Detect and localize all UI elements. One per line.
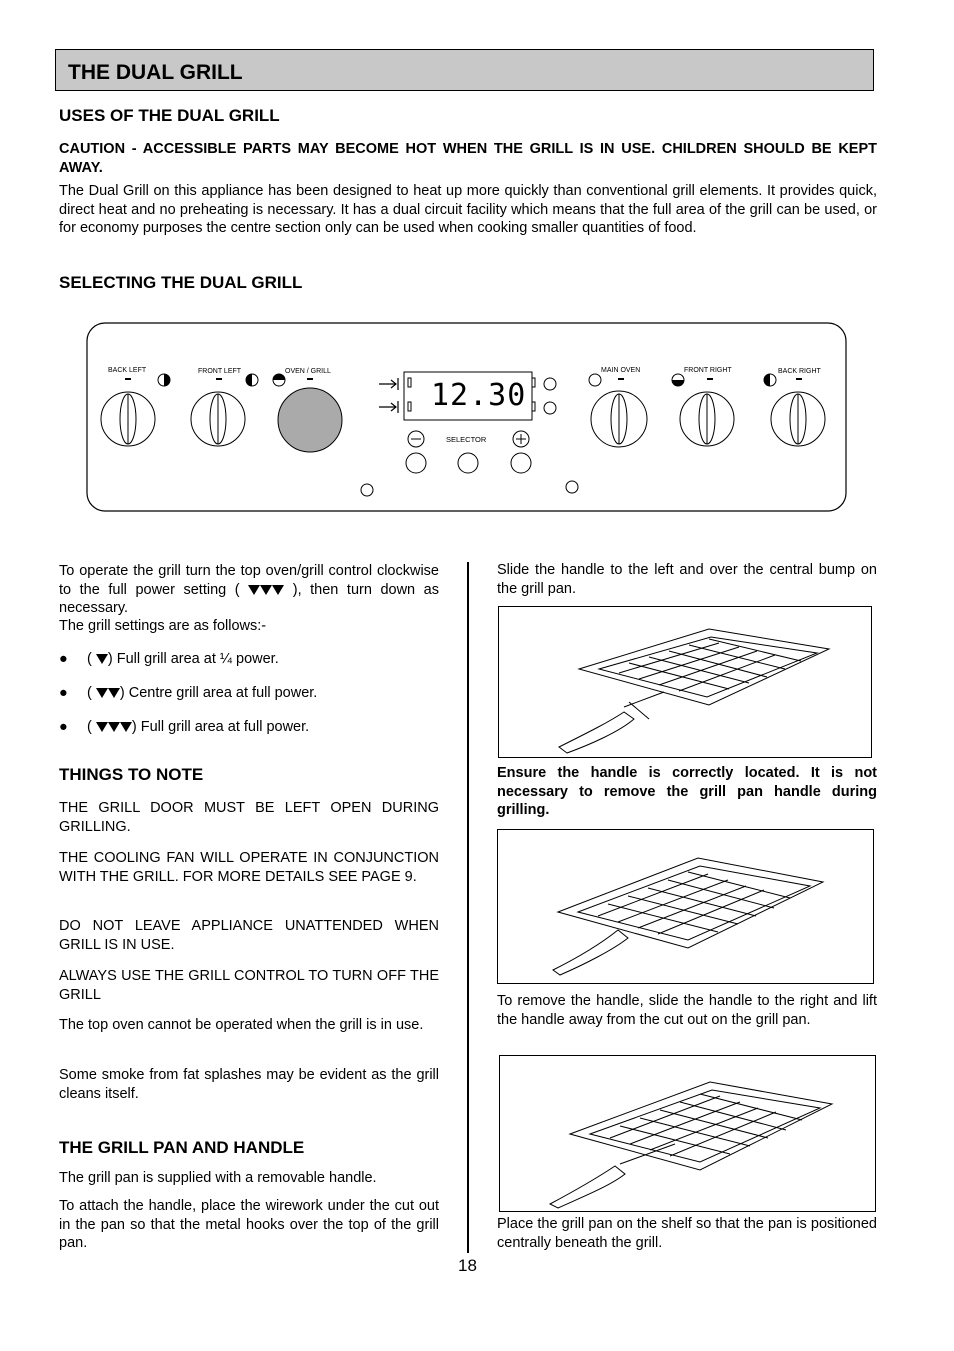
things-heading: THINGS TO NOTE (59, 765, 204, 784)
grill-pan-figure-3 (499, 1055, 876, 1212)
label-main-oven: MAIN OVEN (601, 367, 641, 374)
control-panel-figure (86, 322, 848, 514)
label-back-right: BACK RIGHT (778, 368, 821, 375)
note-1: THE GRILL DOOR MUST BE LEFT OPEN DURING GRILLING. (59, 800, 439, 835)
note-2: THE COOLING FAN WILL OPERATE IN CONJUNCTION WITH THE GRILL. FOR MORE DETAILS SEE PAGE 9. (59, 850, 439, 885)
oven-grill-knob (278, 388, 342, 452)
settings-intro: The grill settings are as follows:- (59, 618, 267, 634)
full-power-symbol (248, 582, 284, 598)
label-oven-grill: OVEN / GRILL (285, 368, 331, 375)
column-divider (467, 562, 469, 1253)
right-paragraph-3: To remove the handle, slide the handle to the right and lift the handle away from the cut out on the grill pan. (497, 993, 877, 1028)
pan-paragraph-2: To attach the handle, place the wirework under the cut out in the pan so that the metal hooks over the top of the grill pan. (59, 1198, 439, 1251)
note-3: DO NOT LEAVE APPLIANCE UNATTENDED WHEN GRILL IS IN USE. (59, 918, 439, 953)
pan-heading: THE GRILL PAN AND HANDLE (59, 1138, 305, 1157)
right-paragraph-2: Ensure the handle is correctly located. It is not necessary to remove the grill pan handle during grilling. (497, 765, 877, 818)
selecting-heading: SELECTING THE DUAL GRILL (59, 273, 303, 292)
page-number: 18 (458, 1256, 477, 1275)
intro-paragraph: To operate the grill turn the top oven/grill control clockwise to the full power setting ( ), then turn down as necessary. (59, 563, 439, 616)
right-paragraph-4: Place the grill pan on the shelf so that the pan is positioned centrally beneath the grill. (497, 1216, 877, 1251)
uses-heading: USES OF THE DUAL GRILL (59, 106, 280, 125)
uses-body: The Dual Grill on this appliance has been designed to heat up more quickly than conventional grill elements. It provides quick, direct heat and no preheating is necessary. It has a dual circuit facility which means that the full area of the grill can be used, or for economy purposes the centre section only can be used when cooking smaller quantities of food. (59, 183, 877, 236)
grill-pan-figure-1 (498, 606, 872, 758)
note-4: ALWAYS USE THE GRILL CONTROL TO TURN OFF THE GRILL (59, 968, 439, 1003)
clock-readout: 12.30 (431, 378, 527, 413)
note-5: The top oven cannot be operated when the grill is in use. (59, 1017, 424, 1033)
list-item: ● ( ) Full grill area at ¼ power. (59, 651, 279, 667)
label-front-left: FRONT LEFT (198, 368, 242, 375)
right-paragraph-1: Slide the handle to the left and over the central bump on the grill pan. (497, 562, 877, 597)
list-item: ● ( ) Full grill area at full power. (59, 719, 310, 735)
page-title: THE DUAL GRILL (68, 61, 243, 84)
page-title-banner (55, 49, 874, 91)
label-selector: SELECTOR (446, 435, 487, 444)
list-item: ● ( ) Centre grill area at full power. (59, 685, 318, 701)
grill-pan-figure-2 (497, 829, 874, 984)
pan-paragraph-1: The grill pan is supplied with a removable handle. (59, 1170, 377, 1186)
label-front-right: FRONT RIGHT (684, 367, 732, 374)
note-6: Some smoke from fat splashes may be evident as the grill cleans itself. (59, 1067, 439, 1102)
caution-text: CAUTION - ACCESSIBLE PARTS MAY BECOME HOT WHEN THE GRILL IS IN USE. CHILDREN SHOULD BE KEPT AWAY. (59, 141, 877, 176)
label-back-left: BACK LEFT (108, 367, 147, 374)
